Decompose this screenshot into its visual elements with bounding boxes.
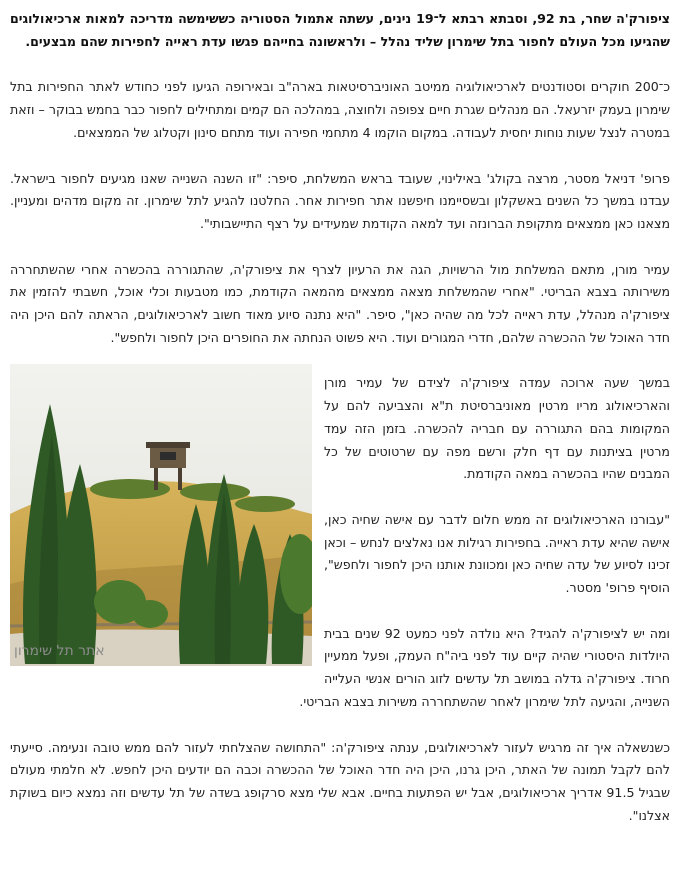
article-paragraph: כשנשאלה איך זה מרגיש לעזור לארכיאולוגים, ענתה ציפורק'ה: "התחושה שהצלחתי לעזור להם ממש טובה ונעימה. סייעתי להם לקבל תמונה של האתר, היכן גרנו, היכן היה חדר האוכל של ההכשרה וכבה הם יודעים היכן לחפש. לא חלמתי מעולם שבגיל 91.5 אדריך ארכיאולוגים, אבל יש הפתעות בחיים. אבא שלי מצא סרקופג בשדה של תל עדשים וזה נמצא כיום בשוקת אצלנו". (10, 739, 671, 823)
photo-caption: אתר תל שימרון (14, 642, 105, 659)
article-paragraph: פרופ' דניאל מסטר, מרצה בקולג' באילינוי, שעובד בראש המשלחת, סיפר: "זו השנה השנייה שאנו מגיעים לחפור בישראל. עבדנו במשך כל השנים באשקלון ובשסיימנו חיפשנו אתר חפירות אחר. החלטנו להגיע לתל שימרון. זה מקום מדהים ומעניין. מצאנו כאן ממצאים מתקופת הברונזה ועד למאה הקודמת שמעידים על רצף התיישבותי". (10, 170, 670, 231)
article-paragraph: במשך שעה ארוכה עמדה ציפורק'ה לצידם של עמיר מורן והארכיאולוג מריו מרטין מאוניברסיטת ת"א והצביעה להם על המקומות בהם התגוררה עם חבריה להכשרה. בזמן הזה עמד מרטין בציתנות עם דף חלק ורשם מפה עם שרטוטים של כל המבנים שהיו בהכשרה במאה הקודמת. (324, 375, 670, 482)
article-paragraph: כ־200 חוקרים וסטודנטים לארכיאולוגיה ממיטב האוניברסיטאות בארה"ב ובאירופה הגיעו לפני כחודש לאתר החפירות בתל שימרון בעמק יזרעאל. הם מנהלים שגרת חיים צפופה ולחוצה, במהלכה הם קמים ומתחילים לחפור כבר בחמש בבוקר – וזאת במטרה לנצל שעות נוחות יחסית לעבודה. במקום הוקמו 4 מתחמי חפירה ועוד מתחם סינון וקטלוג של הממצאים. (10, 79, 670, 140)
article-paragraph: ומה יש לציפורק'ה להגיד? היא נולדה לפני כמעט 92 שנים בבית היולדות היסטורי שהיה קיים עוד לפני ביה"ח העמק, ופעל ממעיין חרוד. ציפורק'ה גדלה במושב תל עדשים לזוג הורים אנשי העלייה השנייה, והגיעה לתל שימרון לאחר שהשתחררה משירות בצבא הבריטי. (299, 625, 670, 709)
article-paragraph: עמיר מורן, מתאם המשלחת מול הרשויות, הגה את הרעיון לצרף את ציפורק'ה, שהתגוררה בהכשרה אחרי שהשתחררה משירותה בצבא הבריטי. "אחרי שהמשלחת מצאה ממצאים מהמאה הקודמת, כמו מטבעות וכלי אוכל, חשבתי להזמין את ציפורק'ה מנהלל, עדת ראייה לכל מה שהיה כאן", סיפר. "היא נתנה סיוע מאוד חשוב לארכיאולוגים, הראתה להם היכן היה חדר האוכל של ההכשרה שלהם, חדרי המגורים ועוד. היא פשוט הנחתה את החופרים היכן לחפור ולחפש". (10, 261, 670, 345)
article (10, 8, 670, 850)
landscape-photo-icon (10, 364, 312, 666)
site-photo (10, 364, 312, 666)
article-paragraph: "עבורנו הארכיאולוגים זה ממש חלום לדבר עם אישה שחיה כאן, אישה שהיא עדת ראייה. בחפירות רגילות אנו נאלצים לנחש – וכאן זכינו לסיוע של עדה שחיה כאן ומכוונת אותנו היכן לחפור ולחפש", הוסיף פרופ' מסטר. (324, 511, 670, 596)
article-lead: ציפורק'ה שחר, בת 92, וסבתא רבתא ל־19 נינים, עשתה אתמול הסטוריה כששימשה מדריכה למאות ארכיאולוגים שהגיעו מכל העולם לחפור בתל שימרון שליד נהלל – ולראשונה בחייהם פגשו עדת ראייה לחפירות שהם מבצעים. (10, 11, 670, 49)
